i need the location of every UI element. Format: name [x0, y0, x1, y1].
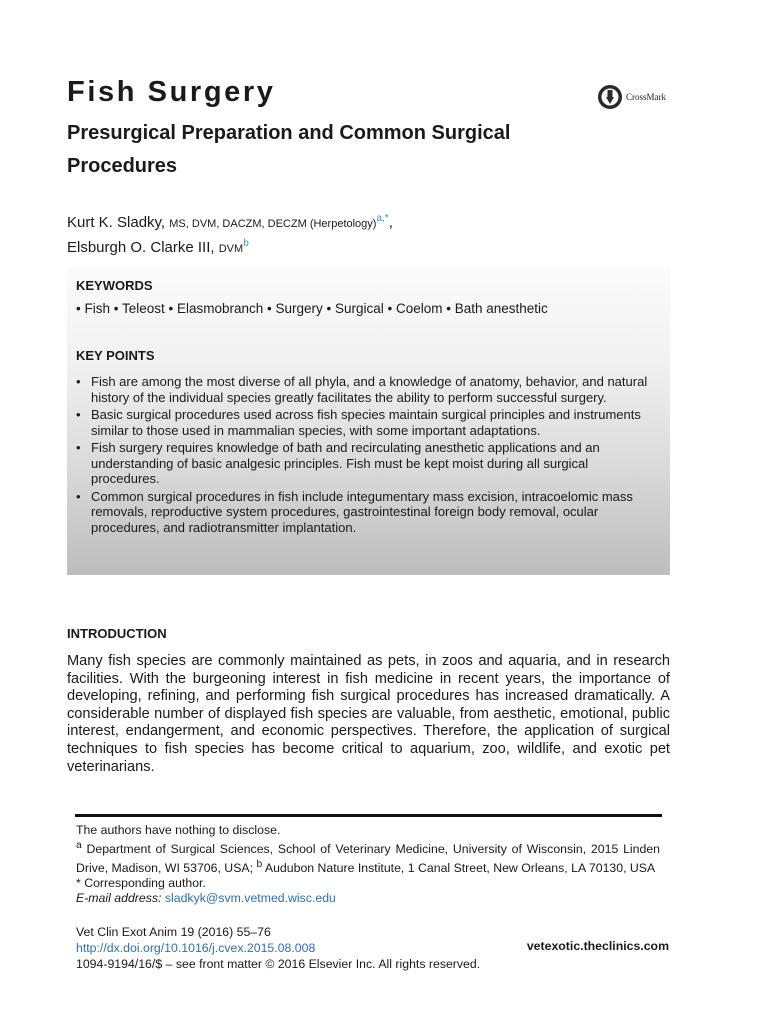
keywords-list: • Fish • Teleost • Elasmobranch • Surgery • Surgical • Coelom • Bath anesthetic [76, 301, 548, 316]
affiliation-a-mark: a [76, 840, 82, 851]
affiliations-note [76, 838, 660, 876]
introduction-heading: INTRODUCTION [67, 626, 167, 641]
author-affiliation-mark[interactable]: a,* [376, 213, 389, 224]
doi-link[interactable]: http://dx.doi.org/10.1016/j.cvex.2015.08.008 [76, 941, 316, 955]
email-label: E-mail address: [76, 891, 162, 906]
author-name: Elsburgh O. Clarke III, [67, 239, 215, 256]
copyright-notice: 1094-9194/16/$ – see front matter © 2016 Elsevier Inc. All rights reserved. [76, 957, 481, 971]
affiliation-b-mark: b [256, 859, 263, 871]
key-points-list [76, 374, 656, 537]
affiliation-a: Department of Surgical Sciences, School of Veterinary Medicine, University of Wisconsin, 2015 Linden Drive, Madison, WI 53706, USA; [76, 842, 660, 876]
crossmark-icon [597, 84, 623, 110]
footnote-divider [75, 814, 662, 817]
article-title: Fish Surgery [67, 76, 276, 108]
introduction-paragraph: Many fish species are commonly maintained as pets, in zoos and aquaria, and in research facilities. With the burgeoning interest in fish medicine in recent years, the importance of developing, refining, and performing fish surgical procedures has increased dramatically. A considerable number of displayed fish species are valuable, from aesthetic, emotional, public interest, endangerment, and economic perspectives. Therefore, the application of surgical techniques to fish species has become critical to aquarium, zoo, wildlife, and exotic pet veterinarians. [67, 653, 670, 775]
affiliation-b: Audubon Nature Institute, 1 Canal Street, New Orleans, LA 70130, USA [264, 861, 656, 876]
corresponding-author-note: * Corresponding author. [76, 876, 206, 891]
author-name: Kurt K. Sladky, [67, 214, 166, 231]
author-affiliation-mark[interactable]: b [243, 238, 249, 249]
key-points-heading: KEY POINTS [76, 348, 155, 363]
author-2 [67, 234, 393, 259]
footnotes [76, 823, 660, 906]
author-credentials: MS, DVM, DACZM, DECZM (Herpetology) [169, 218, 377, 230]
key-point-item: • Fish surgery requires knowledge of bath and recirculating anesthetic applications and an understanding of basic analgesic principles. Fish must be kept moist during all surgical procedures. [76, 440, 656, 487]
author-separator: , [388, 214, 393, 231]
author-list [67, 209, 393, 259]
crossmark-label: CrossMark [626, 92, 666, 102]
key-point-item: • Basic surgical procedures used across fish species maintain surgical principles and instruments similar to those used in mammalian species, with some important adaptations. [76, 407, 656, 438]
article-subtitle: Presurgical Preparation and Common Surgical Procedures [67, 122, 511, 177]
key-point-item: • Common surgical procedures in fish include integumentary mass excision, intracoelomic mass removals, reproductive system procedures, gastrointestinal foreign body removal, ocular procedures, and radiotransmitter implantation. [76, 489, 656, 536]
author-1 [67, 209, 393, 234]
disclosure-note: The authors have nothing to disclose. [76, 823, 281, 837]
journal-reference: Vet Clin Exot Anim 19 (2016) 55–76 [76, 925, 271, 939]
keywords-heading: KEYWORDS [76, 278, 153, 293]
journal-website[interactable]: vetexotic.theclinics.com [526, 939, 669, 953]
author-credentials: DVM [218, 243, 244, 255]
email-link[interactable]: sladkyk@svm.vetmed.wisc.edu [164, 891, 336, 906]
email-note [76, 891, 660, 906]
crossmark-badge[interactable] [597, 84, 666, 110]
key-point-item: • Fish are among the most diverse of all phyla, and a knowledge of anatomy, behavior, and natural history of the individual species greatly facilitates the ability to perform successful surgery. [76, 374, 656, 405]
keywords-keypoints-box [67, 267, 670, 575]
citation-block [76, 924, 480, 972]
